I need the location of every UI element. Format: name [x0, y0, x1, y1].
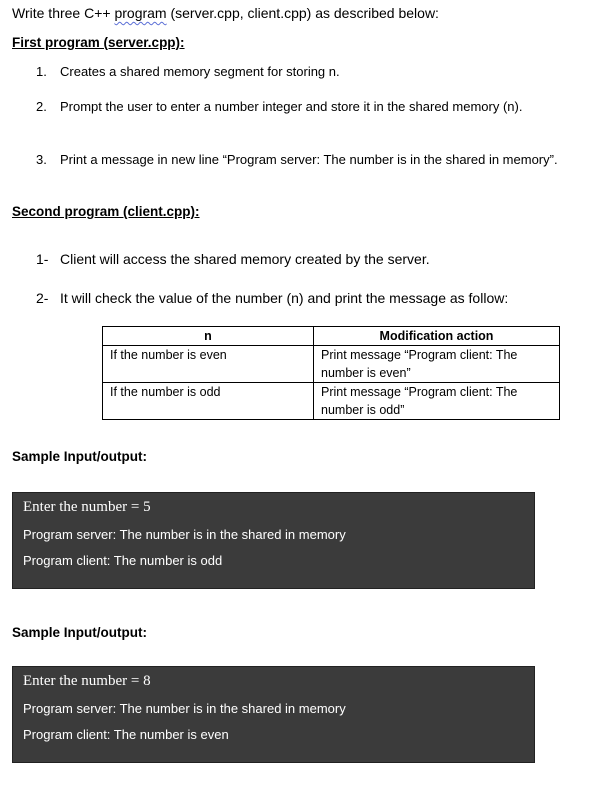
- console-client-line: Program client: The number is even: [23, 727, 229, 742]
- console-client-line: Program client: The number is odd: [23, 553, 223, 568]
- item-number: 2-: [36, 290, 49, 306]
- sample-console-2: [12, 666, 535, 763]
- console-input-line: Enter the number = 8: [23, 673, 151, 689]
- action-line-2: number is even”: [321, 366, 411, 380]
- item-text: Print a message in new line “Program server: The number is in the shared in memory”.: [60, 152, 558, 167]
- console-input-line: Enter the number = 5: [23, 499, 151, 515]
- sample-heading-2: Sample Input/output:: [12, 625, 147, 640]
- sample-heading-1: Sample Input/output:: [12, 449, 147, 464]
- modification-table: [102, 326, 560, 420]
- table-header-row: [103, 327, 560, 346]
- console-server-line: Program server: The number is in the shared in memory: [23, 701, 346, 716]
- first-program-heading: First program (server.cpp):: [12, 35, 185, 50]
- table-header-action: Modification action: [314, 327, 560, 346]
- table-cell-condition: If the number is even: [103, 346, 314, 383]
- table-cell-action: [314, 346, 560, 383]
- table-row: [103, 346, 560, 383]
- console-server-line: Program server: The number is in the shared in memory: [23, 527, 346, 542]
- item-number: 1.: [36, 64, 47, 79]
- intro-squiggled-word: program: [114, 5, 167, 21]
- intro-after: (server.cpp, client.cpp) as described below:: [166, 5, 439, 21]
- first-program-item-1: [36, 64, 340, 79]
- action-line-1: Print message “Program client: The: [321, 348, 518, 362]
- item-number: 2.: [36, 99, 47, 114]
- table-row: [103, 383, 560, 420]
- item-text: Client will access the shared memory created by the server.: [60, 251, 430, 267]
- item-text: It will check the value of the number (n) and print the message as follow:: [60, 290, 509, 306]
- item-text: Prompt the user to enter a number integer and store it in the shared memory (n).: [60, 99, 523, 114]
- first-program-item-2: [36, 99, 522, 114]
- second-program-heading: Second program (client.cpp):: [12, 204, 200, 219]
- sample-console-1: [12, 492, 535, 589]
- item-text: Creates a shared memory segment for storing n.: [60, 64, 340, 79]
- item-number: 1-: [36, 251, 49, 267]
- action-line-2: number is odd”: [321, 403, 405, 417]
- intro-before: Write three C++: [12, 5, 115, 21]
- second-program-item-2: [36, 290, 508, 306]
- second-program-item-1: [36, 251, 430, 267]
- first-program-item-3: [36, 152, 558, 167]
- action-line-1: Print message “Program client: The: [321, 385, 518, 399]
- intro-line: [12, 5, 439, 21]
- table-cell-action: [314, 383, 560, 420]
- table-header-n: n: [103, 327, 314, 346]
- item-number: 3.: [36, 152, 47, 167]
- table-cell-condition: If the number is odd: [103, 383, 314, 420]
